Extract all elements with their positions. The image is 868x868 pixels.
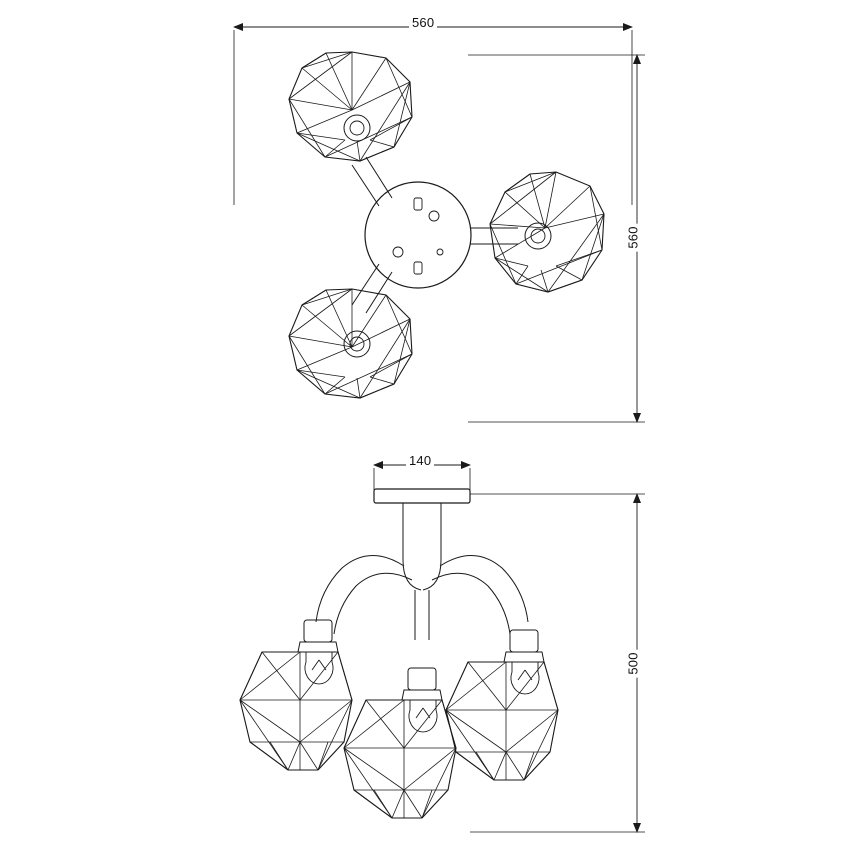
top-shade-right (490, 172, 604, 292)
front-shade-right (446, 630, 558, 780)
top-arm-upper-left (352, 157, 392, 206)
front-shade-left (240, 620, 352, 770)
top-arm-lower-left (352, 264, 392, 313)
top-height-dimension-label: 560 (626, 223, 641, 251)
top-shade-lower-left (289, 289, 412, 398)
top-width-dimension-label: 560 (409, 15, 437, 30)
top-shade-upper-left (289, 52, 412, 161)
front-right-arm (432, 555, 528, 634)
front-view-extension-lines (374, 468, 645, 832)
front-left-arm (316, 555, 412, 634)
front-width-dimension-label: 140 (406, 453, 434, 468)
front-right-bulb (511, 662, 539, 694)
front-center-stem (403, 503, 441, 640)
front-view-group (240, 465, 645, 832)
front-canopy-plate (374, 489, 470, 503)
top-view-group (234, 27, 645, 422)
front-center-bulb (409, 700, 437, 732)
front-height-dimension-label: 500 (626, 649, 641, 677)
front-shade-center (344, 668, 456, 818)
front-left-bulb (305, 652, 333, 684)
top-arm-right (470, 228, 518, 244)
